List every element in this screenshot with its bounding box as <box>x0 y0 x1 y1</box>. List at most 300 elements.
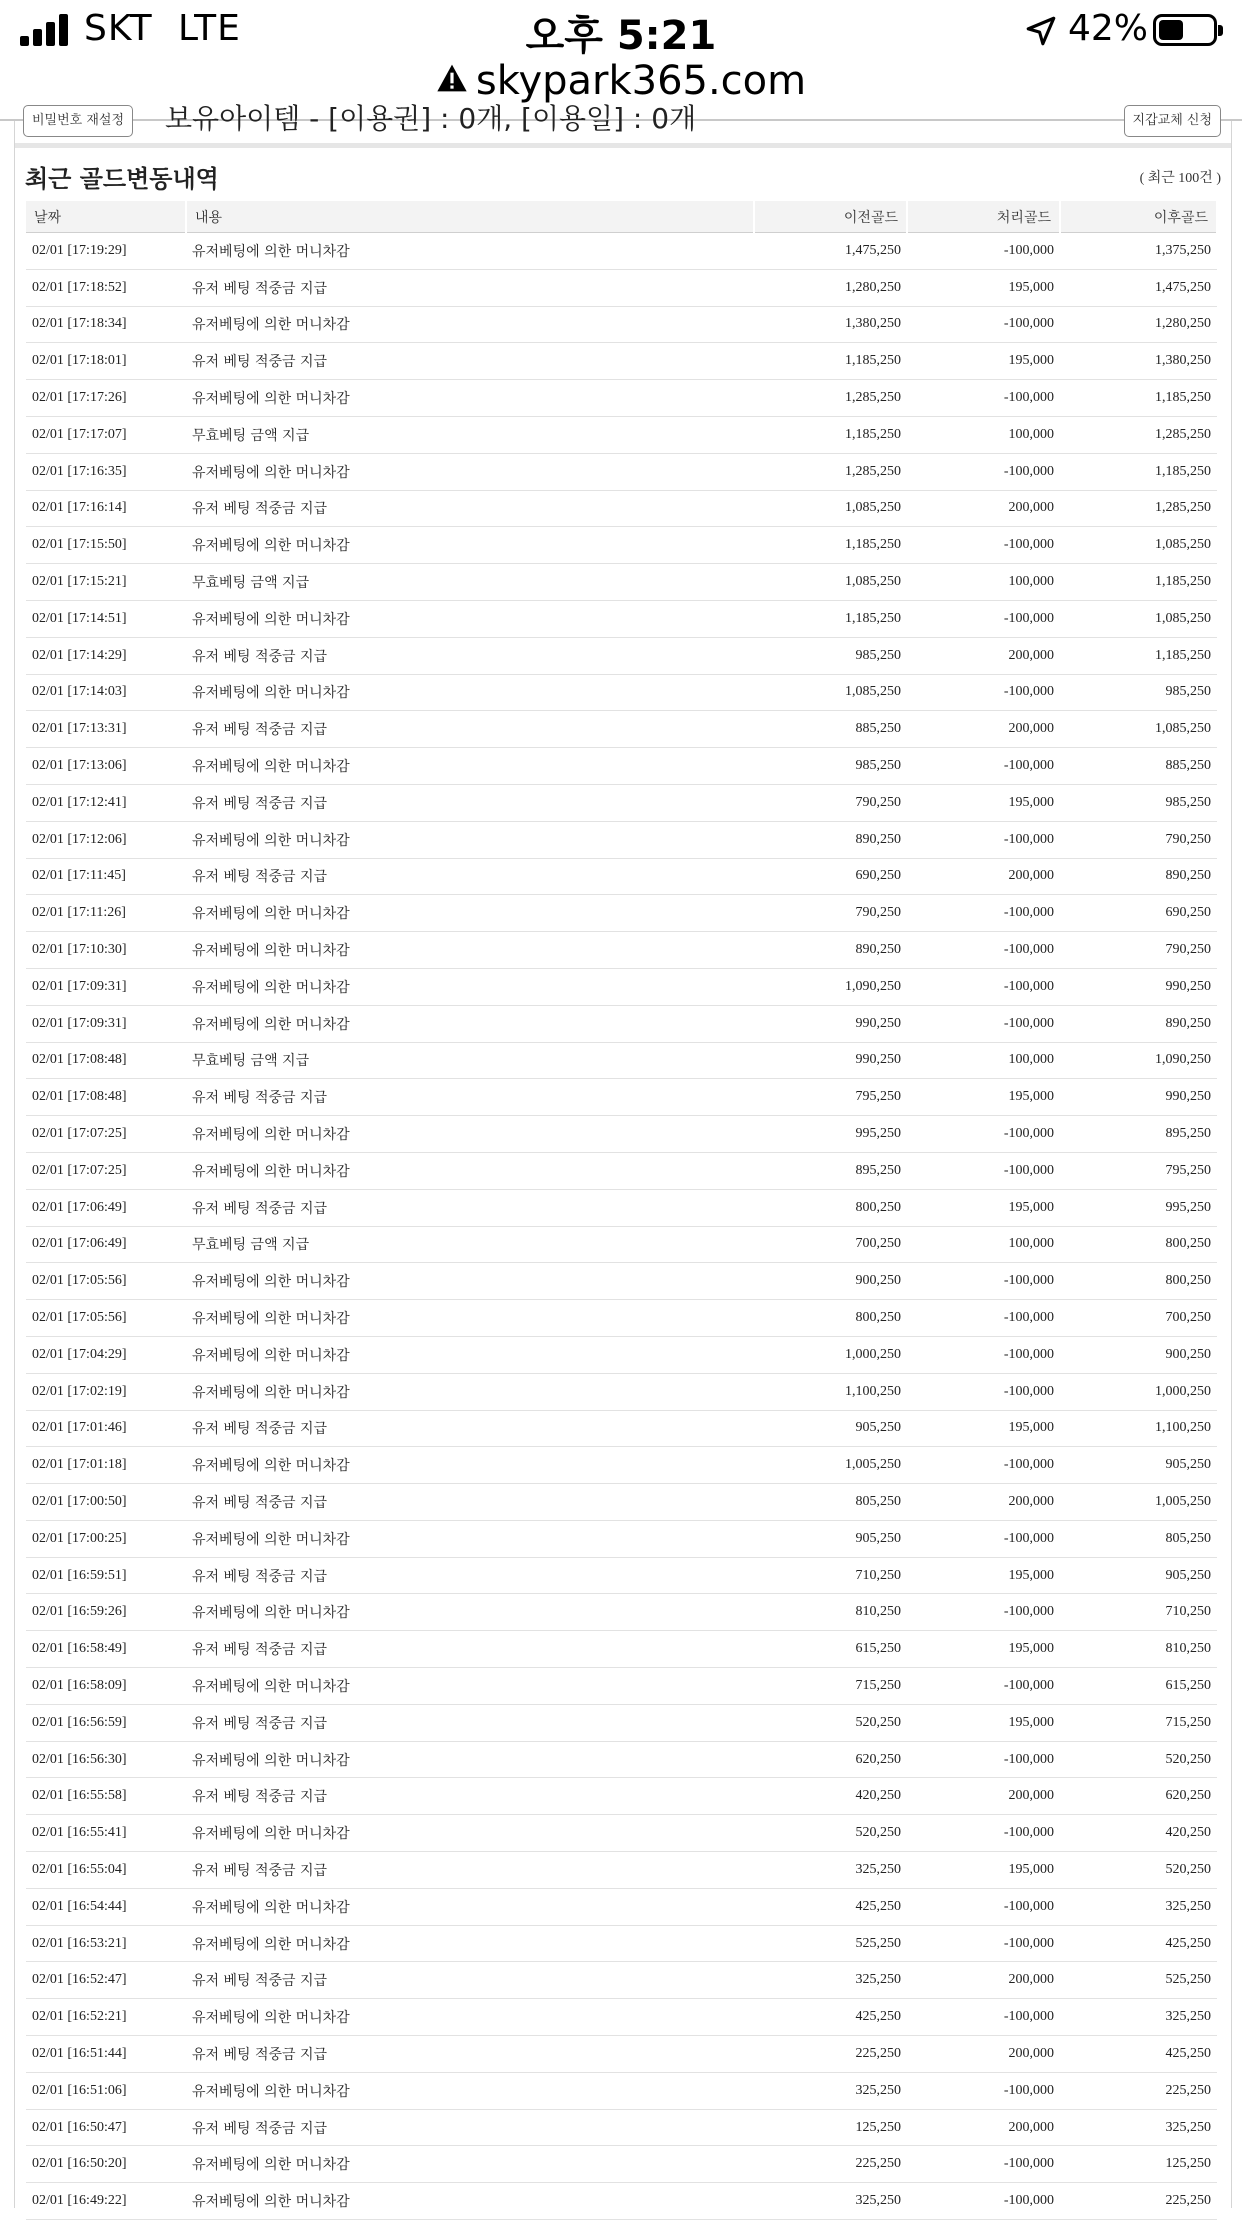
table-row <box>26 748 1217 785</box>
row-prev-gold: 995,250 <box>754 1116 907 1153</box>
row-prev-gold: 1,090,250 <box>754 968 907 1005</box>
row-prev-gold: 1,475,250 <box>754 233 907 270</box>
row-prev-gold: 520,250 <box>754 1815 907 1852</box>
row-processed-gold: -100,000 <box>907 306 1060 343</box>
row-after-gold: 1,085,250 <box>1060 711 1217 748</box>
table-row <box>26 1005 1217 1042</box>
row-description: 유저베팅에 의한 머니차감 <box>186 932 754 969</box>
history-header <box>25 159 1221 199</box>
row-prev-gold: 905,250 <box>754 1410 907 1447</box>
table-row <box>26 821 1217 858</box>
row-after-gold: 810,250 <box>1060 1631 1217 1668</box>
row-description: 유저 베팅 적중금 지급 <box>186 269 754 306</box>
row-after-gold: 715,250 <box>1060 1704 1217 1741</box>
row-prev-gold: 1,000,250 <box>754 1336 907 1373</box>
row-processed-gold: 100,000 <box>907 1042 1060 1079</box>
table-row <box>26 1373 1217 1410</box>
row-date: 02/01 [17:18:01] <box>26 343 186 380</box>
row-description: 유저베팅에 의한 머니차감 <box>186 2183 754 2220</box>
row-processed-gold: 200,000 <box>907 2109 1060 2146</box>
row-prev-gold: 1,280,250 <box>754 269 907 306</box>
row-after-gold: 985,250 <box>1060 674 1217 711</box>
row-prev-gold: 990,250 <box>754 1005 907 1042</box>
row-processed-gold: -100,000 <box>907 1263 1060 1300</box>
row-prev-gold: 1,085,250 <box>754 490 907 527</box>
row-prev-gold: 715,250 <box>754 1668 907 1705</box>
row-date: 02/01 [16:55:41] <box>26 1815 186 1852</box>
row-processed-gold: -100,000 <box>907 2183 1060 2220</box>
row-processed-gold: 200,000 <box>907 2036 1060 2073</box>
row-description: 유저베팅에 의한 머니차감 <box>186 1815 754 1852</box>
table-row <box>26 1557 1217 1594</box>
header-prev-gold: 이전골드 <box>754 201 907 233</box>
row-after-gold: 425,250 <box>1060 1925 1217 1962</box>
row-after-gold: 690,250 <box>1060 895 1217 932</box>
row-processed-gold: -100,000 <box>907 380 1060 417</box>
row-after-gold: 520,250 <box>1060 1741 1217 1778</box>
row-date: 02/01 [17:05:56] <box>26 1300 186 1337</box>
row-date: 02/01 [16:58:09] <box>26 1668 186 1705</box>
row-after-gold: 1,185,250 <box>1060 380 1217 417</box>
row-prev-gold: 1,085,250 <box>754 564 907 601</box>
row-processed-gold: -100,000 <box>907 2146 1060 2183</box>
row-description: 유저 베팅 적중금 지급 <box>186 784 754 821</box>
row-prev-gold: 885,250 <box>754 711 907 748</box>
row-processed-gold: -100,000 <box>907 748 1060 785</box>
row-processed-gold: 195,000 <box>907 784 1060 821</box>
page-title: 최근 골드변동내역 <box>25 165 219 193</box>
row-processed-gold: -100,000 <box>907 674 1060 711</box>
row-description: 유저베팅에 의한 머니차감 <box>186 2072 754 2109</box>
row-prev-gold: 520,250 <box>754 1704 907 1741</box>
row-description: 유저베팅에 의한 머니차감 <box>186 1116 754 1153</box>
url-text: skypark365.com <box>475 58 807 104</box>
battery-icon <box>1153 14 1217 46</box>
warning-icon <box>436 63 468 93</box>
row-description: 유저베팅에 의한 머니차감 <box>186 1300 754 1337</box>
row-description: 유저 베팅 적중금 지급 <box>186 2109 754 2146</box>
table-row <box>26 527 1217 564</box>
row-prev-gold: 790,250 <box>754 895 907 932</box>
row-processed-gold: -100,000 <box>907 1373 1060 1410</box>
table-row <box>26 858 1217 895</box>
row-description: 무효베팅 금액 지급 <box>186 1042 754 1079</box>
row-date: 02/01 [17:08:48] <box>26 1079 186 1116</box>
row-after-gold: 710,250 <box>1060 1594 1217 1631</box>
table-row <box>26 1778 1217 1815</box>
row-prev-gold: 900,250 <box>754 1263 907 1300</box>
row-prev-gold: 425,250 <box>754 1999 907 2036</box>
row-after-gold: 1,100,250 <box>1060 1410 1217 1447</box>
row-description: 유저베팅에 의한 머니차감 <box>186 1447 754 1484</box>
row-processed-gold: -100,000 <box>907 1005 1060 1042</box>
row-prev-gold: 325,250 <box>754 1962 907 1999</box>
row-description: 유저 베팅 적중금 지급 <box>186 2036 754 2073</box>
table-row <box>26 2072 1217 2109</box>
row-processed-gold: -100,000 <box>907 1888 1060 1925</box>
row-description: 유저베팅에 의한 머니차감 <box>186 1520 754 1557</box>
row-date: 02/01 [16:53:21] <box>26 1925 186 1962</box>
row-description: 유저베팅에 의한 머니차감 <box>186 821 754 858</box>
row-prev-gold: 1,185,250 <box>754 416 907 453</box>
row-after-gold: 905,250 <box>1060 1447 1217 1484</box>
row-processed-gold: 195,000 <box>907 1557 1060 1594</box>
row-processed-gold: -100,000 <box>907 1999 1060 2036</box>
table-row <box>26 1631 1217 1668</box>
row-date: 02/01 [17:02:19] <box>26 1373 186 1410</box>
row-prev-gold: 810,250 <box>754 1594 907 1631</box>
table-row <box>26 416 1217 453</box>
table-row <box>26 1447 1217 1484</box>
row-date: 02/01 [16:51:06] <box>26 2072 186 2109</box>
row-processed-gold: -100,000 <box>907 1520 1060 1557</box>
row-processed-gold: -100,000 <box>907 1925 1060 1962</box>
header-after-gold: 이후골드 <box>1060 201 1217 233</box>
row-prev-gold: 800,250 <box>754 1300 907 1337</box>
row-processed-gold: 100,000 <box>907 564 1060 601</box>
row-date: 02/01 [16:50:20] <box>26 2146 186 2183</box>
table-row <box>26 233 1217 270</box>
carrier-label: SKT <box>84 8 153 49</box>
row-prev-gold: 620,250 <box>754 1741 907 1778</box>
row-after-gold: 995,250 <box>1060 1189 1217 1226</box>
row-date: 02/01 [16:49:22] <box>26 2183 186 2220</box>
row-description: 유저베팅에 의한 머니차감 <box>186 748 754 785</box>
row-after-gold: 1,185,250 <box>1060 453 1217 490</box>
header-processed-gold: 처리골드 <box>907 201 1060 233</box>
row-processed-gold: -100,000 <box>907 1741 1060 1778</box>
row-processed-gold: 100,000 <box>907 416 1060 453</box>
row-description: 유저베팅에 의한 머니차감 <box>186 1005 754 1042</box>
row-description: 유저베팅에 의한 머니차감 <box>186 895 754 932</box>
row-processed-gold: -100,000 <box>907 527 1060 564</box>
table-row <box>26 711 1217 748</box>
table-row <box>26 1484 1217 1521</box>
row-after-gold: 990,250 <box>1060 1079 1217 1116</box>
row-processed-gold: 195,000 <box>907 1631 1060 1668</box>
row-description: 유저베팅에 의한 머니차감 <box>186 1373 754 1410</box>
row-date: 02/01 [17:05:56] <box>26 1263 186 1300</box>
row-description: 유저 베팅 적중금 지급 <box>186 1557 754 1594</box>
table-row <box>26 1410 1217 1447</box>
wallet-change-button[interactable]: 지갑교체 신청 <box>1124 105 1221 137</box>
row-processed-gold: -100,000 <box>907 1152 1060 1189</box>
row-date: 02/01 [17:06:49] <box>26 1226 186 1263</box>
row-description: 유저베팅에 의한 머니차감 <box>186 1999 754 2036</box>
row-description: 유저베팅에 의한 머니차감 <box>186 233 754 270</box>
row-processed-gold: -100,000 <box>907 453 1060 490</box>
row-prev-gold: 800,250 <box>754 1189 907 1226</box>
row-after-gold: 1,285,250 <box>1060 490 1217 527</box>
row-processed-gold: 195,000 <box>907 1189 1060 1226</box>
table-row <box>26 269 1217 306</box>
table-row <box>26 1189 1217 1226</box>
row-processed-gold: 195,000 <box>907 1410 1060 1447</box>
network-label: LTE <box>178 8 241 49</box>
row-prev-gold: 225,250 <box>754 2146 907 2183</box>
table-row <box>26 1594 1217 1631</box>
row-date: 02/01 [17:00:25] <box>26 1520 186 1557</box>
row-prev-gold: 700,250 <box>754 1226 907 1263</box>
row-prev-gold: 795,250 <box>754 1079 907 1116</box>
record-count: ( 최근 100건 ) <box>1139 171 1221 186</box>
row-description: 무효베팅 금액 지급 <box>186 416 754 453</box>
row-processed-gold: -100,000 <box>907 1116 1060 1153</box>
row-processed-gold: -100,000 <box>907 968 1060 1005</box>
row-after-gold: 805,250 <box>1060 1520 1217 1557</box>
row-description: 유저베팅에 의한 머니차감 <box>186 1925 754 1962</box>
table-row <box>26 2146 1217 2183</box>
table-row <box>26 968 1217 1005</box>
row-processed-gold: 195,000 <box>907 1852 1060 1889</box>
table-row <box>26 1520 1217 1557</box>
row-after-gold: 620,250 <box>1060 1778 1217 1815</box>
row-processed-gold: 200,000 <box>907 637 1060 674</box>
row-after-gold: 900,250 <box>1060 1336 1217 1373</box>
row-date: 02/01 [17:14:51] <box>26 600 186 637</box>
row-after-gold: 225,250 <box>1060 2072 1217 2109</box>
row-date: 02/01 [16:51:44] <box>26 2036 186 2073</box>
row-after-gold: 525,250 <box>1060 1962 1217 1999</box>
table-row <box>26 2036 1217 2073</box>
table-row <box>26 1336 1217 1373</box>
row-date: 02/01 [16:56:59] <box>26 1704 186 1741</box>
row-prev-gold: 525,250 <box>754 1925 907 1962</box>
row-processed-gold: 200,000 <box>907 490 1060 527</box>
row-description: 유저 베팅 적중금 지급 <box>186 711 754 748</box>
row-description: 유저베팅에 의한 머니차감 <box>186 306 754 343</box>
row-prev-gold: 1,100,250 <box>754 1373 907 1410</box>
row-processed-gold: -100,000 <box>907 1815 1060 1852</box>
row-prev-gold: 425,250 <box>754 1888 907 1925</box>
row-date: 02/01 [17:14:29] <box>26 637 186 674</box>
row-prev-gold: 1,185,250 <box>754 527 907 564</box>
row-description: 유저 베팅 적중금 지급 <box>186 637 754 674</box>
table-row <box>26 674 1217 711</box>
row-description: 유저베팅에 의한 머니차감 <box>186 2146 754 2183</box>
row-description: 유저베팅에 의한 머니차감 <box>186 527 754 564</box>
row-description: 유저베팅에 의한 머니차감 <box>186 1741 754 1778</box>
row-processed-gold: -100,000 <box>907 233 1060 270</box>
row-description: 유저베팅에 의한 머니차감 <box>186 1594 754 1631</box>
row-description: 유저베팅에 의한 머니차감 <box>186 674 754 711</box>
row-prev-gold: 895,250 <box>754 1152 907 1189</box>
row-after-gold: 1,085,250 <box>1060 527 1217 564</box>
row-description: 유저베팅에 의한 머니차감 <box>186 600 754 637</box>
row-processed-gold: 195,000 <box>907 1704 1060 1741</box>
row-date: 02/01 [17:04:29] <box>26 1336 186 1373</box>
row-after-gold: 905,250 <box>1060 1557 1217 1594</box>
row-description: 유저 베팅 적중금 지급 <box>186 1962 754 1999</box>
table-row <box>26 1852 1217 1889</box>
table-row <box>26 1042 1217 1079</box>
row-processed-gold: -100,000 <box>907 1668 1060 1705</box>
row-date: 02/01 [16:52:47] <box>26 1962 186 1999</box>
table-row <box>26 1263 1217 1300</box>
row-processed-gold: 200,000 <box>907 1778 1060 1815</box>
row-date: 02/01 [16:50:47] <box>26 2109 186 2146</box>
row-after-gold: 225,250 <box>1060 2183 1217 2220</box>
row-prev-gold: 225,250 <box>754 2036 907 2073</box>
table-row <box>26 895 1217 932</box>
row-date: 02/01 [16:55:58] <box>26 1778 186 1815</box>
row-date: 02/01 [16:56:30] <box>26 1741 186 1778</box>
row-description: 유저 베팅 적중금 지급 <box>186 1189 754 1226</box>
row-processed-gold: -100,000 <box>907 1594 1060 1631</box>
row-after-gold: 1,285,250 <box>1060 416 1217 453</box>
table-row <box>26 1888 1217 1925</box>
row-date: 02/01 [17:15:21] <box>26 564 186 601</box>
row-after-gold: 325,250 <box>1060 1888 1217 1925</box>
row-after-gold: 125,250 <box>1060 2146 1217 2183</box>
row-prev-gold: 325,250 <box>754 2183 907 2220</box>
row-prev-gold: 615,250 <box>754 1631 907 1668</box>
row-date: 02/01 [17:01:18] <box>26 1447 186 1484</box>
row-date: 02/01 [17:08:48] <box>26 1042 186 1079</box>
battery-percent: 42% <box>1068 8 1149 49</box>
table-row <box>26 1704 1217 1741</box>
previous-section <box>15 102 1231 148</box>
gold-history-table <box>26 201 1218 2220</box>
table-row <box>26 600 1217 637</box>
row-date: 02/01 [16:54:44] <box>26 1888 186 1925</box>
row-after-gold: 990,250 <box>1060 968 1217 1005</box>
row-date: 02/01 [17:13:31] <box>26 711 186 748</box>
row-after-gold: 1,090,250 <box>1060 1042 1217 1079</box>
row-after-gold: 325,250 <box>1060 1999 1217 2036</box>
table-body <box>26 233 1217 2220</box>
table-row <box>26 1925 1217 1962</box>
row-prev-gold: 420,250 <box>754 1778 907 1815</box>
page-content <box>14 102 1232 2211</box>
row-date: 02/01 [16:59:26] <box>26 1594 186 1631</box>
row-prev-gold: 1,380,250 <box>754 306 907 343</box>
row-after-gold: 700,250 <box>1060 1300 1217 1337</box>
row-date: 02/01 [17:19:29] <box>26 233 186 270</box>
row-date: 02/01 [17:09:31] <box>26 968 186 1005</box>
row-after-gold: 425,250 <box>1060 2036 1217 2073</box>
row-description: 유저 베팅 적중금 지급 <box>186 1484 754 1521</box>
location-arrow-icon <box>1024 14 1058 48</box>
row-after-gold: 1,475,250 <box>1060 269 1217 306</box>
row-processed-gold: -100,000 <box>907 1300 1060 1337</box>
row-description: 유저베팅에 의한 머니차감 <box>186 453 754 490</box>
row-date: 02/01 [17:18:34] <box>26 306 186 343</box>
row-after-gold: 800,250 <box>1060 1226 1217 1263</box>
row-description: 유저 베팅 적중금 지급 <box>186 1410 754 1447</box>
table-row <box>26 1999 1217 2036</box>
table-row <box>26 490 1217 527</box>
row-description: 유저베팅에 의한 머니차감 <box>186 1668 754 1705</box>
row-date: 02/01 [17:16:14] <box>26 490 186 527</box>
row-prev-gold: 985,250 <box>754 748 907 785</box>
row-prev-gold: 890,250 <box>754 932 907 969</box>
row-processed-gold: 200,000 <box>907 858 1060 895</box>
reset-password-button[interactable]: 비밀번호 재설정 <box>23 105 133 137</box>
row-prev-gold: 905,250 <box>754 1520 907 1557</box>
row-after-gold: 615,250 <box>1060 1668 1217 1705</box>
row-description: 유저베팅에 의한 머니차감 <box>186 1263 754 1300</box>
row-after-gold: 795,250 <box>1060 1152 1217 1189</box>
row-date: 02/01 [17:07:25] <box>26 1152 186 1189</box>
row-description: 유저 베팅 적중금 지급 <box>186 1079 754 1116</box>
table-row <box>26 1226 1217 1263</box>
status-time: 오후 5:21 <box>525 13 717 59</box>
row-processed-gold: 100,000 <box>907 1226 1060 1263</box>
row-date: 02/01 [17:12:41] <box>26 784 186 821</box>
row-description: 무효베팅 금액 지급 <box>186 1226 754 1263</box>
table-row <box>26 343 1217 380</box>
row-description: 유저 베팅 적중금 지급 <box>186 343 754 380</box>
row-description: 유저 베팅 적중금 지급 <box>186 1852 754 1889</box>
row-after-gold: 1,005,250 <box>1060 1484 1217 1521</box>
row-date: 02/01 [17:16:35] <box>26 453 186 490</box>
row-after-gold: 1,085,250 <box>1060 600 1217 637</box>
table-row <box>26 784 1217 821</box>
row-date: 02/01 [17:17:26] <box>26 380 186 417</box>
row-prev-gold: 990,250 <box>754 1042 907 1079</box>
row-processed-gold: -100,000 <box>907 2072 1060 2109</box>
row-after-gold: 895,250 <box>1060 1116 1217 1153</box>
table-row <box>26 2183 1217 2220</box>
table-row <box>26 932 1217 969</box>
table-row <box>26 1668 1217 1705</box>
table-row <box>26 1962 1217 1999</box>
table-row <box>26 380 1217 417</box>
row-after-gold: 985,250 <box>1060 784 1217 821</box>
row-after-gold: 1,380,250 <box>1060 343 1217 380</box>
row-prev-gold: 1,285,250 <box>754 453 907 490</box>
row-after-gold: 1,185,250 <box>1060 564 1217 601</box>
row-date: 02/01 [17:11:45] <box>26 858 186 895</box>
row-date: 02/01 [16:58:49] <box>26 1631 186 1668</box>
table-row <box>26 1152 1217 1189</box>
row-after-gold: 790,250 <box>1060 932 1217 969</box>
row-date: 02/01 [17:12:06] <box>26 821 186 858</box>
row-date: 02/01 [17:14:03] <box>26 674 186 711</box>
row-prev-gold: 325,250 <box>754 1852 907 1889</box>
row-after-gold: 325,250 <box>1060 2109 1217 2146</box>
item-summary-text: 보유아이템 - [이용권] : 0개, [이용일] : 0개 <box>165 102 697 135</box>
row-after-gold: 790,250 <box>1060 821 1217 858</box>
row-prev-gold: 890,250 <box>754 821 907 858</box>
table-row <box>26 1300 1217 1337</box>
table-row <box>26 2109 1217 2146</box>
row-description: 유저베팅에 의한 머니차감 <box>186 1888 754 1925</box>
table-row <box>26 306 1217 343</box>
row-description: 유저 베팅 적중금 지급 <box>186 1778 754 1815</box>
row-after-gold: 885,250 <box>1060 748 1217 785</box>
row-processed-gold: -100,000 <box>907 1447 1060 1484</box>
row-after-gold: 1,280,250 <box>1060 306 1217 343</box>
row-date: 02/01 [17:17:07] <box>26 416 186 453</box>
row-date: 02/01 [17:18:52] <box>26 269 186 306</box>
row-date: 02/01 [17:13:06] <box>26 748 186 785</box>
row-description: 유저베팅에 의한 머니차감 <box>186 1336 754 1373</box>
row-prev-gold: 1,005,250 <box>754 1447 907 1484</box>
table-row <box>26 1116 1217 1153</box>
table-row <box>26 1741 1217 1778</box>
row-prev-gold: 1,185,250 <box>754 343 907 380</box>
row-date: 02/01 [17:10:30] <box>26 932 186 969</box>
table-row <box>26 1815 1217 1852</box>
row-processed-gold: 195,000 <box>907 343 1060 380</box>
row-processed-gold: -100,000 <box>907 932 1060 969</box>
header-content: 내용 <box>186 201 754 233</box>
table-row <box>26 564 1217 601</box>
row-date: 02/01 [17:01:46] <box>26 1410 186 1447</box>
header-date: 날짜 <box>26 201 186 233</box>
